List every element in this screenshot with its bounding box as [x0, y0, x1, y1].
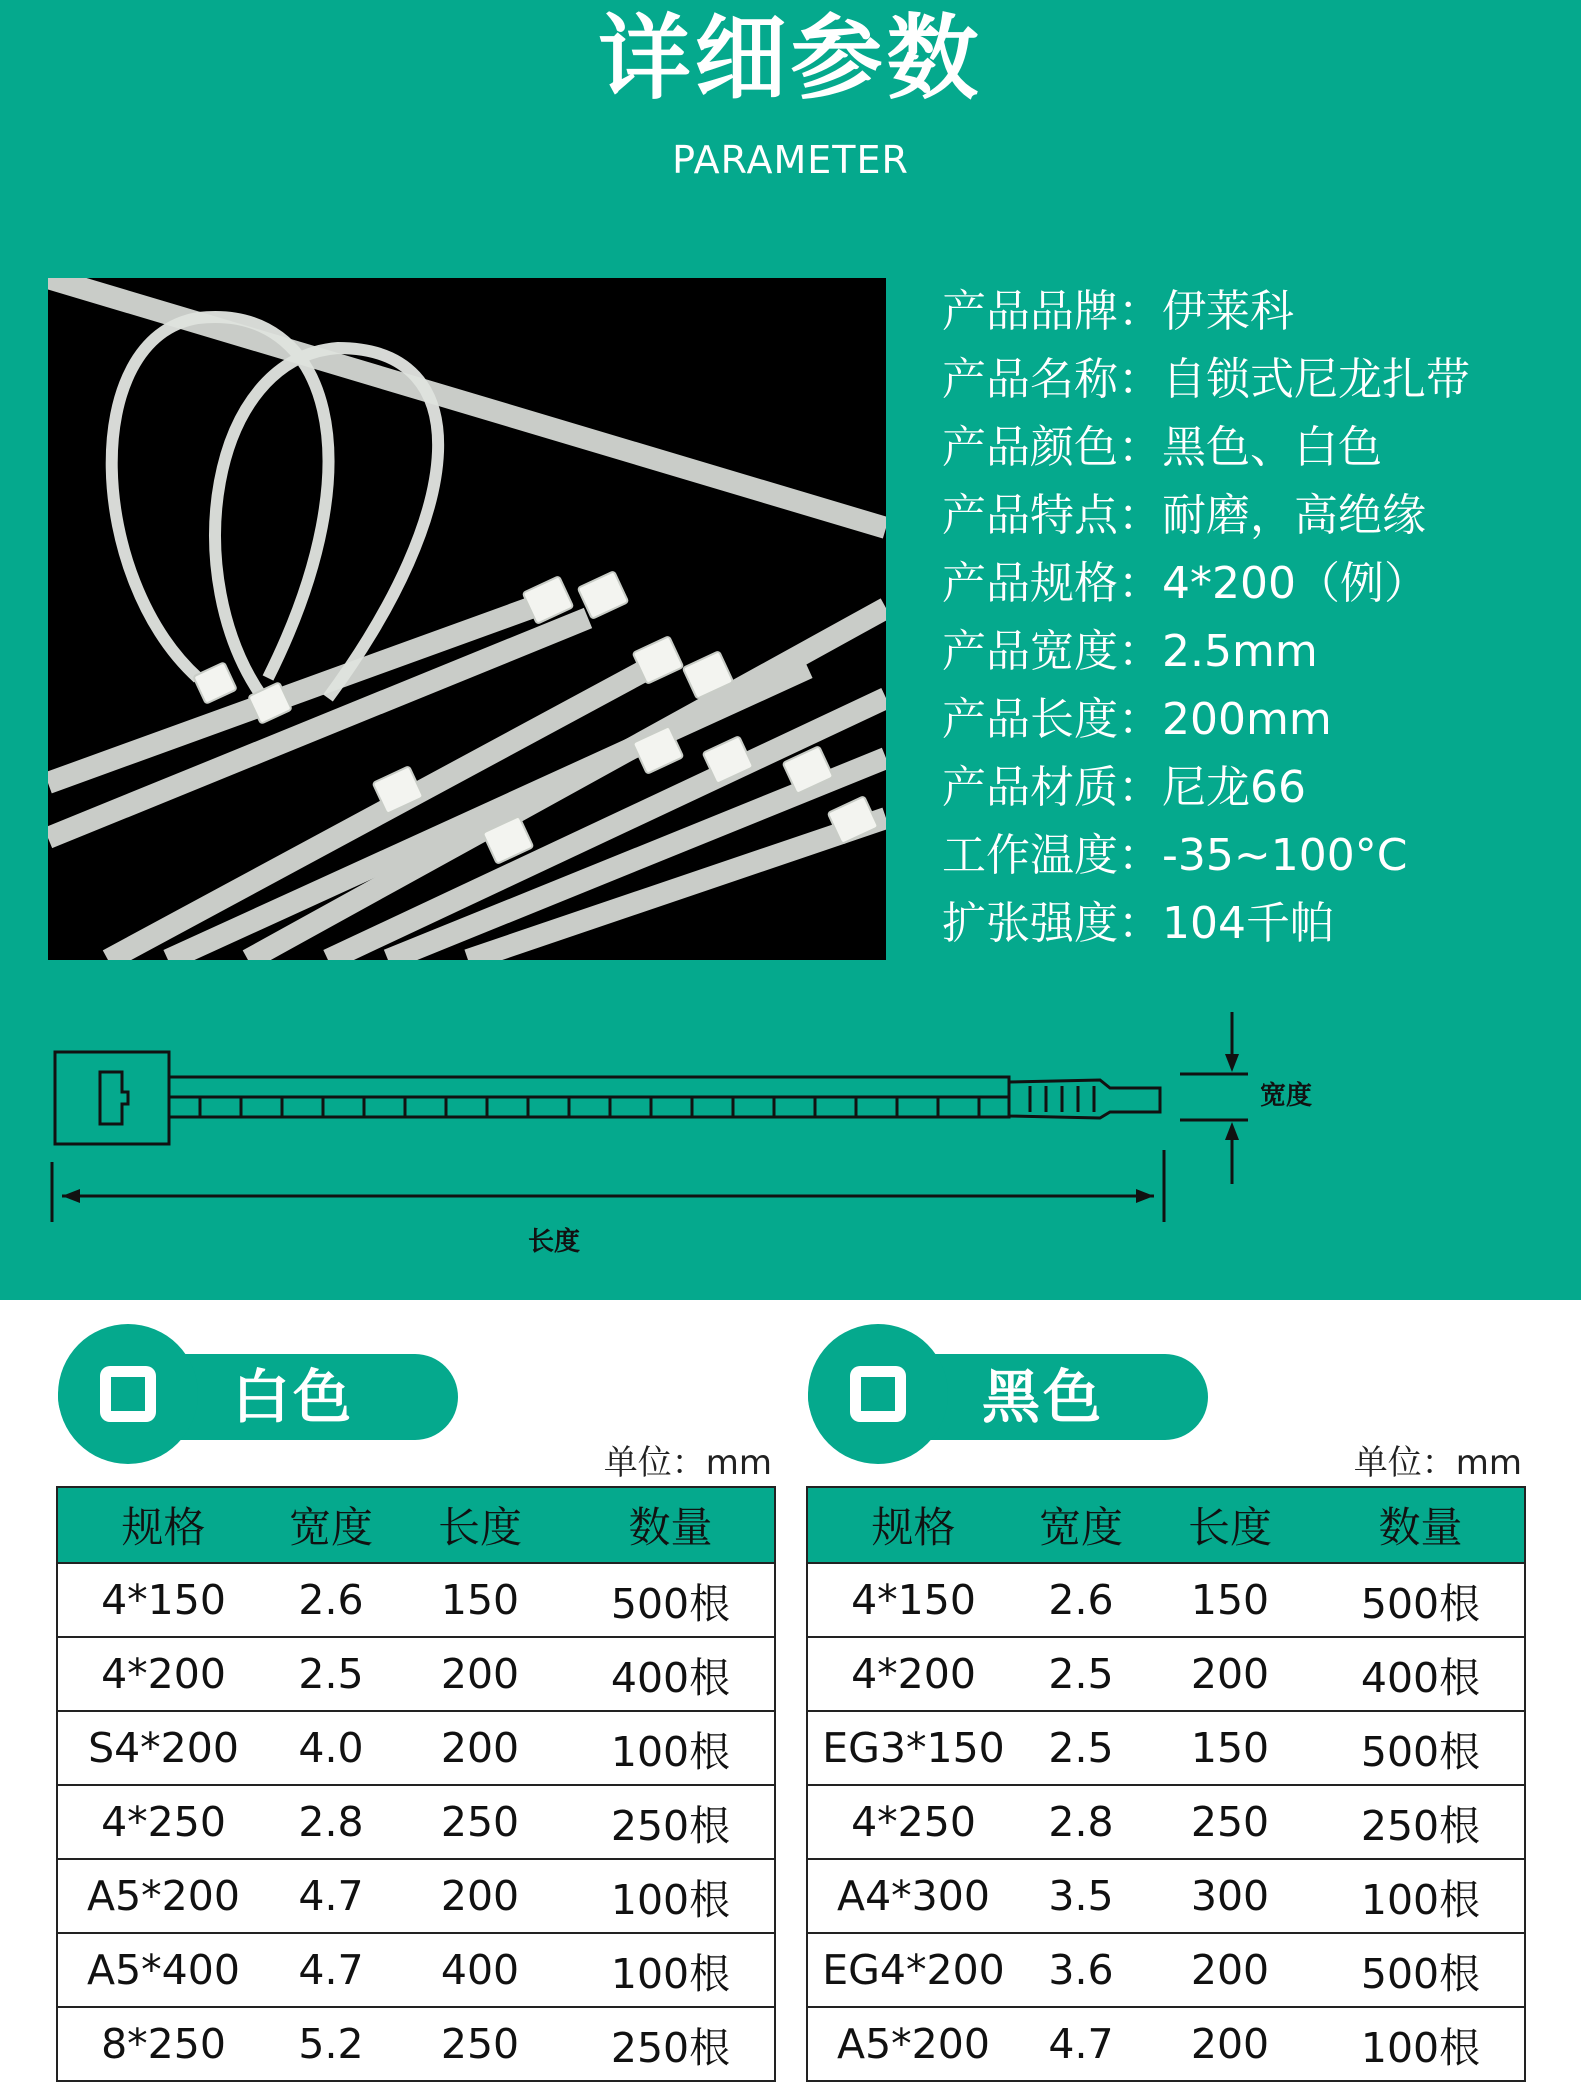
table-row	[57, 1933, 775, 2007]
table-cell: EG3*150	[807, 1711, 1019, 1785]
white-badge-label: 白色	[232, 1363, 355, 1431]
table-cell: 4*200	[57, 1637, 269, 1711]
table-row	[57, 1859, 775, 1933]
column-header: 宽度	[269, 1487, 393, 1563]
table-cell: 3.5	[1019, 1859, 1143, 1933]
table-cell: 200	[1143, 1637, 1317, 1711]
spec-item-color: 产品颜色：黑色、白色	[942, 422, 1382, 473]
table-row	[807, 1711, 1525, 1785]
table-cell: 8*250	[57, 2007, 269, 2081]
table-row	[57, 1563, 775, 1637]
table-cell: 3.6	[1019, 1933, 1143, 2007]
table-row	[57, 2007, 775, 2081]
table-cell: 400根	[567, 1637, 775, 1711]
table-cell: 200	[393, 1637, 567, 1711]
length-label: 长度	[528, 1227, 581, 1257]
table-cell: 150	[393, 1563, 567, 1637]
table-row	[807, 2007, 1525, 2081]
table-cell: 300	[1143, 1859, 1317, 1933]
column-header: 规格	[807, 1487, 1019, 1563]
table-cell: 4.0	[269, 1711, 393, 1785]
table-cell: 250根	[567, 2007, 775, 2081]
table-cell: 2.8	[1019, 1785, 1143, 1859]
table-row	[57, 1637, 775, 1711]
spec-item-feature: 产品特点：耐磨，高绝缘	[942, 490, 1426, 541]
table-cell: 2.6	[269, 1563, 393, 1637]
table-cell: 250	[393, 2007, 567, 2081]
table-cell: 2.5	[1019, 1637, 1143, 1711]
table-cell: 500根	[1317, 1563, 1525, 1637]
spec-item-length: 产品长度：200mm	[942, 694, 1332, 745]
page-subtitle: PARAMETER	[672, 138, 909, 182]
tie-head	[55, 1052, 169, 1144]
table-cell: S4*200	[57, 1711, 269, 1785]
table-cell: 200	[1143, 1933, 1317, 2007]
square-icon	[850, 1366, 906, 1422]
spec-item-brand: 产品品牌：伊莱科	[942, 286, 1294, 337]
column-header: 数量	[1317, 1487, 1525, 1563]
table-cell: 4.7	[1019, 2007, 1143, 2081]
table-cell: 150	[1143, 1563, 1317, 1637]
table-cell: A5*200	[57, 1859, 269, 1933]
table-cell: 100根	[567, 1859, 775, 1933]
table-row	[807, 1785, 1525, 1859]
column-header: 长度	[393, 1487, 567, 1563]
table-row	[807, 1933, 1525, 2007]
spec-item-temperature: 工作温度：-35~100°C	[942, 830, 1408, 881]
table-cell: 100根	[567, 1711, 775, 1785]
square-icon	[100, 1366, 156, 1422]
table-cell: 100根	[1317, 1859, 1525, 1933]
table-row	[807, 1563, 1525, 1637]
width-label: 宽度	[1260, 1081, 1313, 1111]
table-cell: 150	[1143, 1711, 1317, 1785]
table-cell: 250	[393, 1785, 567, 1859]
table-cell: EG4*200	[807, 1933, 1019, 2007]
table-cell: 250根	[1317, 1785, 1525, 1859]
product-photo	[48, 278, 886, 960]
black-badge-label: 黑色	[982, 1363, 1105, 1431]
table-cell: A4*300	[807, 1859, 1019, 1933]
spec-list	[942, 278, 1470, 958]
table-cell: A5*200	[807, 2007, 1019, 2081]
dimension-diagram	[0, 1000, 1581, 1300]
table-row	[57, 1711, 775, 1785]
table-cell: 500根	[1317, 1711, 1525, 1785]
table-cell: 200	[393, 1859, 567, 1933]
table-cell: 200	[393, 1711, 567, 1785]
table-cell: 5.2	[269, 2007, 393, 2081]
table-cell: 100根	[567, 1933, 775, 2007]
cable-ties-illustration	[48, 278, 886, 960]
table-row	[57, 1785, 775, 1859]
table-row	[807, 1859, 1525, 1933]
table-cell: 4.7	[269, 1933, 393, 2007]
table-cell: 2.5	[269, 1637, 393, 1711]
table-cell: 200	[1143, 2007, 1317, 2081]
spec-item-strength: 扩张强度：104千帕	[942, 898, 1334, 949]
table-cell: 4*150	[57, 1563, 269, 1637]
white-unit-label: 单位：mm	[603, 1443, 772, 1483]
table-cell: 400	[393, 1933, 567, 2007]
table-cell: 4*200	[807, 1637, 1019, 1711]
table-cell: 250根	[567, 1785, 775, 1859]
table-header-row	[57, 1487, 775, 1563]
table-cell: 400根	[1317, 1637, 1525, 1711]
black-unit-label: 单位：mm	[1353, 1443, 1522, 1483]
table-header-row	[807, 1487, 1525, 1563]
spec-item-name: 产品名称：自锁式尼龙扎带	[942, 354, 1470, 405]
table-cell: 500根	[567, 1563, 775, 1637]
page-title: 详细参数	[598, 5, 983, 112]
column-header: 宽度	[1019, 1487, 1143, 1563]
black-spec-table	[806, 1486, 1526, 2082]
table-cell: 4.7	[269, 1859, 393, 1933]
table-cell: 4*250	[807, 1785, 1019, 1859]
table-cell: 2.5	[1019, 1711, 1143, 1785]
column-header: 长度	[1143, 1487, 1317, 1563]
table-cell: 2.6	[1019, 1563, 1143, 1637]
table-cell: A5*400	[57, 1933, 269, 2007]
table-cell: 100根	[1317, 2007, 1525, 2081]
column-header: 数量	[567, 1487, 775, 1563]
spec-item-width: 产品宽度：2.5mm	[942, 626, 1318, 677]
table-cell: 250	[1143, 1785, 1317, 1859]
table-cell: 500根	[1317, 1933, 1525, 2007]
table-row	[807, 1637, 1525, 1711]
table-cell: 2.8	[269, 1785, 393, 1859]
spec-item-spec: 产品规格：4*200（例）	[942, 558, 1428, 609]
table-cell: 4*250	[57, 1785, 269, 1859]
white-spec-table	[56, 1486, 776, 2082]
spec-item-material: 产品材质：尼龙66	[942, 762, 1306, 813]
table-cell: 4*150	[807, 1563, 1019, 1637]
column-header: 规格	[57, 1487, 269, 1563]
